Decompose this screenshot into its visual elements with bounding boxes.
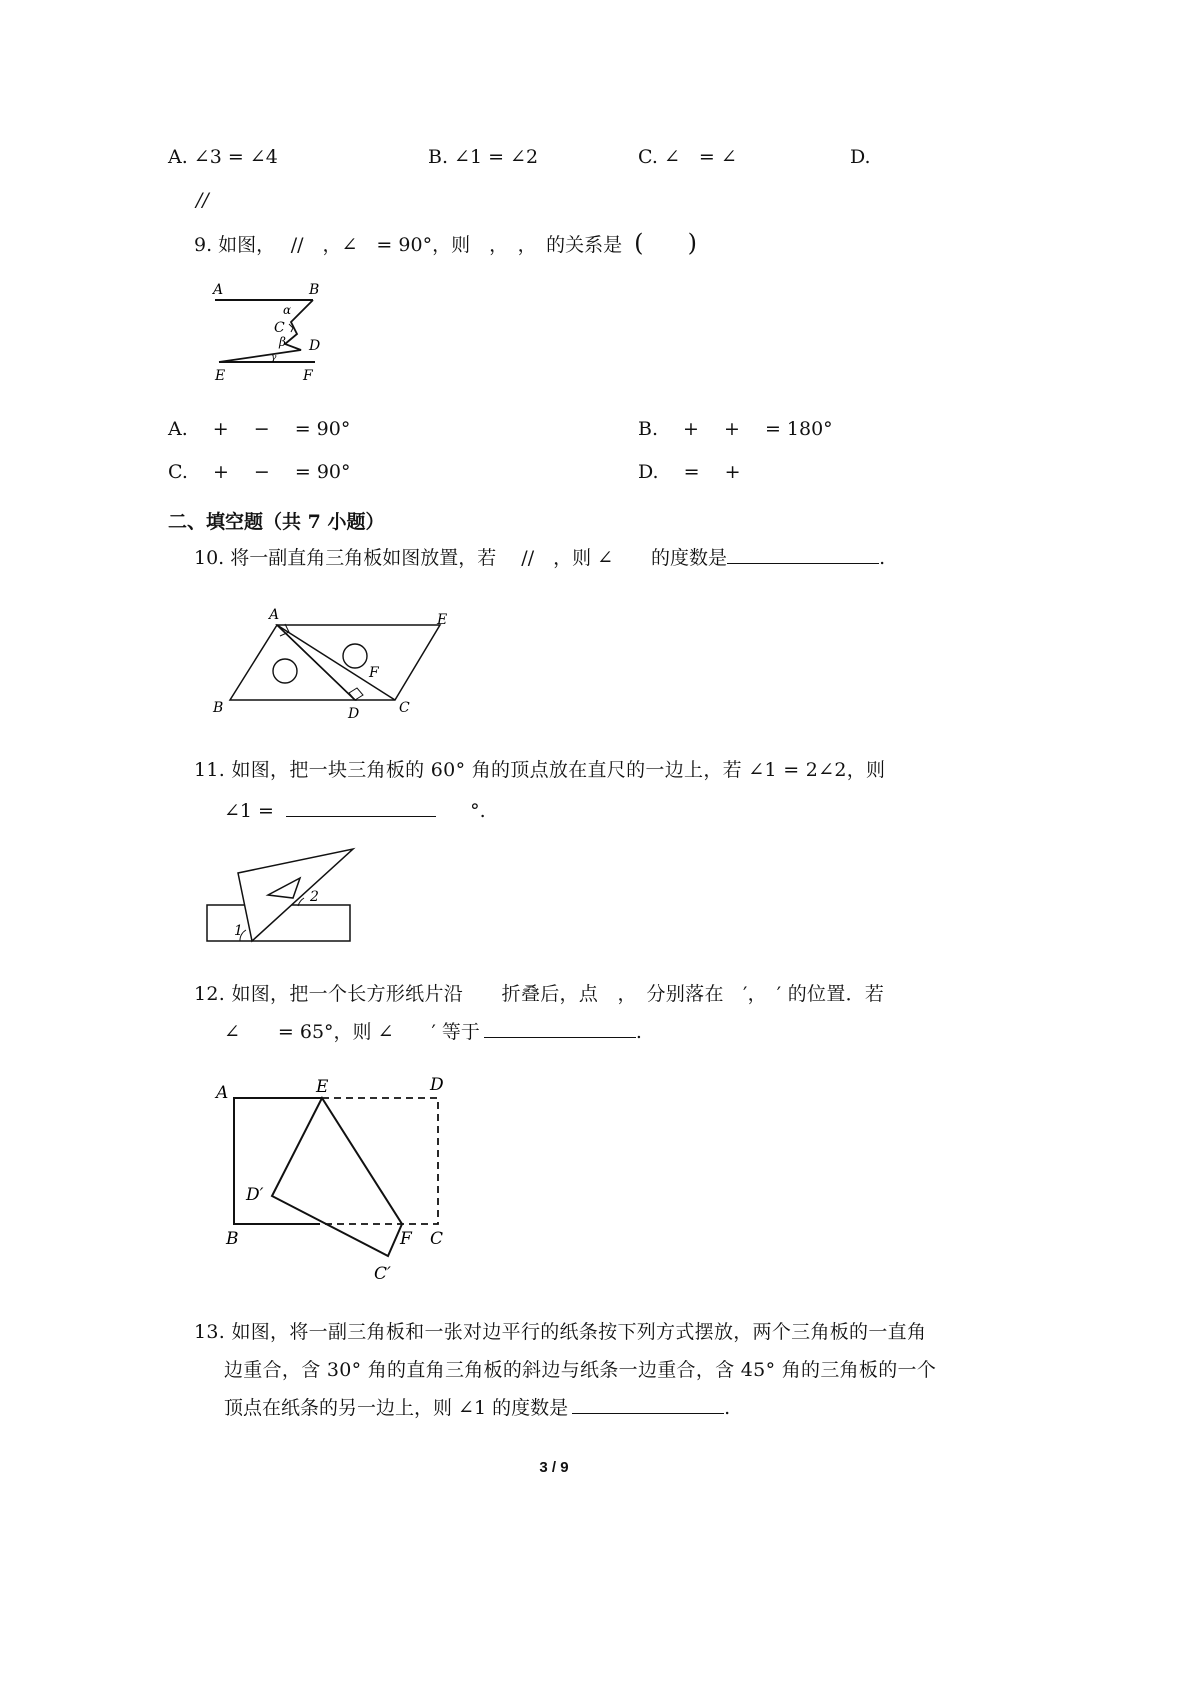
q12-label-c: C: [430, 1229, 444, 1249]
q12-label-a: A: [216, 1083, 229, 1103]
q9-stem: [194, 231, 697, 257]
q9-label-b: B: [309, 282, 320, 298]
q8-option-d: D.: [850, 146, 871, 168]
q12-label-d-prime: D′: [246, 1185, 264, 1205]
q10-label-d: D: [348, 706, 360, 722]
q9-label-a: A: [213, 282, 224, 298]
q9-option-a: A. + − = 90°: [168, 418, 351, 440]
q8-option-d-continuation: //: [196, 189, 209, 211]
q9-label-alpha: α: [283, 303, 292, 317]
q9-figure: [205, 278, 335, 386]
q12-answer-blank[interactable]: [484, 1019, 636, 1038]
q10-stem-text: 10. 将一副直角三角板如图放置，若 // ，则 ∠ 的度数是: [194, 547, 728, 569]
q10-label-f: F: [369, 665, 379, 681]
q10-label-a: A: [269, 607, 280, 623]
q10-answer-blank[interactable]: [727, 545, 879, 564]
q9-paren-close: ): [687, 229, 697, 257]
q11-line2: [224, 798, 486, 823]
q10-label-b: B: [213, 700, 224, 716]
q12-figure: [212, 1072, 452, 1287]
q12-label-c-prime: C′: [374, 1264, 391, 1284]
q8-option-b: B. ∠1 = ∠2: [428, 146, 539, 168]
q10-label-e: E: [437, 612, 448, 628]
q11-line2-prefix: ∠1 =: [224, 800, 274, 822]
q11-figure: [200, 840, 360, 945]
q12-line2-suffix: .: [635, 1021, 642, 1043]
q13-line1: 13. 如图，将一副三角板和一张对边平行的纸条按下列方式摆放，两个三角板的一直角: [194, 1321, 927, 1343]
q13-line2: 边重合，含 30° 角的直角三角板的斜边与纸条一边重合，含 45° 角的三角板的一个: [224, 1359, 937, 1381]
q11-label-2: 2: [310, 889, 319, 905]
q11-line1: 11. 如图，把一块三角板的 60° 角的顶点放在直尺的一边上，若 ∠1 = 2∠2，则: [194, 759, 886, 781]
q9-option-b: B. + + = 180°: [638, 418, 833, 440]
q13-line3: [224, 1395, 730, 1420]
q13-line3-prefix: 顶点在纸条的另一边上，则 ∠1 的度数是: [224, 1397, 569, 1419]
q12-line2: [224, 1019, 642, 1044]
q8-option-a: A. ∠3 = ∠4: [168, 146, 278, 168]
q10-stem-end: .: [879, 547, 886, 569]
q9-label-c: C: [274, 320, 285, 336]
q12-label-f: F: [400, 1229, 412, 1249]
q11-answer-blank[interactable]: [286, 798, 436, 817]
q9-label-d: D: [309, 338, 321, 354]
q9-option-d: D. = +: [638, 461, 741, 483]
q10-figure: [205, 600, 465, 725]
q8-option-c: C. ∠ = ∠: [638, 146, 737, 168]
q11-label-1: 1: [234, 923, 243, 939]
section-heading: 二、填空题（共 7 小题）: [168, 511, 385, 533]
q9-stem-text: 9. 如图， // ，∠ = 90°，则 ， ， 的关系是: [194, 234, 623, 256]
page-number: 3 / 9: [539, 1459, 569, 1476]
q10-label-c: C: [399, 700, 410, 716]
q12-line2-prefix: ∠ = 65°，则 ∠ ′ 等于: [224, 1021, 480, 1043]
q9-label-e: E: [215, 368, 226, 384]
q13-answer-blank[interactable]: [572, 1395, 724, 1414]
q13-line3-suffix: .: [724, 1397, 731, 1419]
q9-label-gamma: γ: [271, 353, 277, 363]
q12-label-e: E: [316, 1077, 329, 1097]
q10-stem: [194, 545, 885, 570]
q9-label-f: F: [303, 368, 313, 384]
q12-line1: 12. 如图，把一个长方形纸片沿 折叠后，点 ， 分别落在 ′， ′ 的位置．若: [194, 983, 885, 1005]
q9-option-c: C. + − = 90°: [168, 461, 351, 483]
q9-paren-open: (: [634, 229, 644, 257]
q12-label-d: D: [430, 1075, 444, 1095]
q9-label-beta: β: [279, 335, 286, 349]
q11-line2-suffix: °.: [470, 800, 486, 822]
q12-label-b: B: [226, 1229, 239, 1249]
